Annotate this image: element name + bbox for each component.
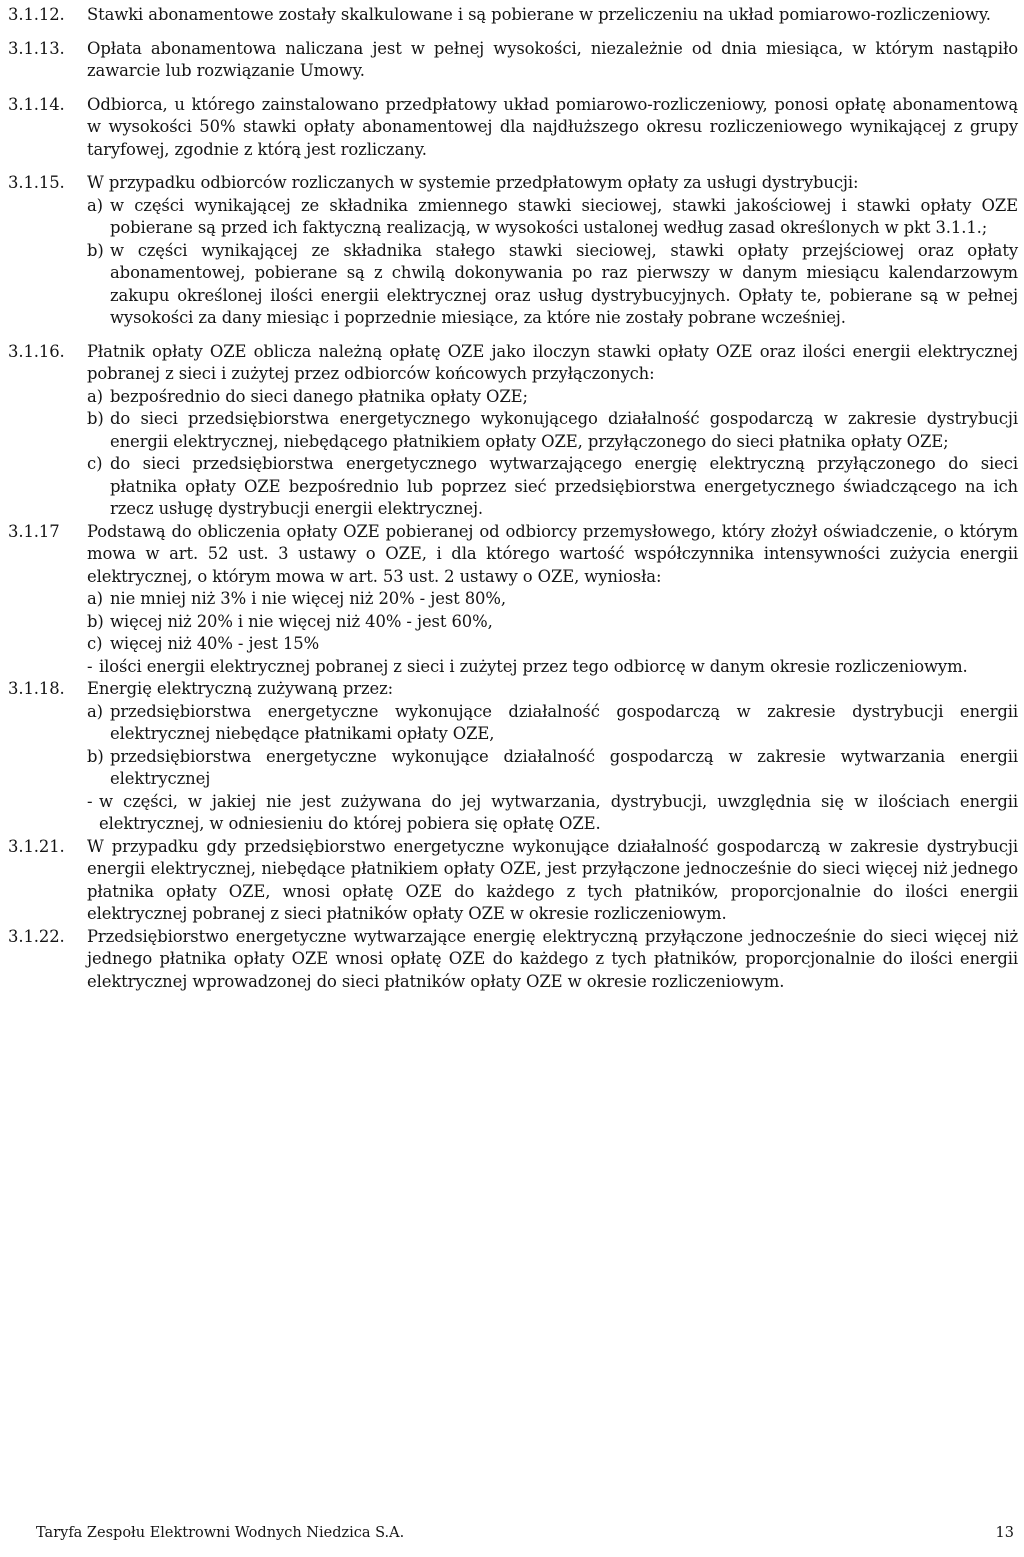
list-item: [87, 453, 1018, 521]
item-text: do sieci przedsiębiorstwa energetycznego wykonującego działalność gospodarczą w zakresie dystrybucji energii elektrycznej, niebędącego płatnikiem opłaty OZE, przyłączonego do sieci płatnika opłaty OZE;: [110, 409, 1018, 451]
item-marker: a): [87, 701, 103, 721]
page-number: 13: [995, 1525, 1014, 1541]
dash-note: [87, 656, 1018, 679]
clause-items: [87, 195, 1018, 330]
list-item: [87, 408, 1018, 453]
dash-note: [87, 791, 1018, 836]
list-item: [87, 240, 1018, 330]
clause-3-1-17: [8, 521, 1018, 679]
item-marker: a): [87, 589, 103, 608]
clause-3-1-15: [8, 172, 1018, 330]
clause-number: 3.1.12.: [8, 5, 65, 24]
item-text: nie mniej niż 3% i nie więcej niż 20% - jest 80%,: [110, 589, 506, 608]
clause-number: 3.1.14.: [8, 94, 65, 114]
item-marker: a): [87, 386, 103, 406]
list-item: [87, 386, 1018, 409]
clause-text: Odbiorca, u którego zainstalowano przedpłatowy układ pomiarowo-rozliczeniowy, ponosi opłatę abonamentową w wysokości 50% stawki opłaty abonamentowej dla najdłuższego okresu rozliczeniowego wynikającej z grupy taryfowej, zgodnie z którą jest rozliczany.: [87, 94, 1018, 159]
clause-number: 3.1.21.: [8, 836, 65, 856]
dash-marker: -: [87, 656, 93, 676]
clause-text: Płatnik opłaty OZE oblicza należną opłatę OZE jako iloczyn stawki opłaty OZE oraz ilości energii elektrycznej pobranej z sieci i zużytej przez odbiorców końcowych przyłączonych:: [87, 341, 1018, 383]
clause-number: 3.1.18.: [8, 679, 65, 698]
clause-3-1-13: [8, 38, 1018, 83]
list-item: [87, 633, 1018, 656]
item-text: więcej niż 20% i nie więcej niż 40% - jest 60%,: [110, 611, 493, 631]
clause-text: Energię elektryczną zużywaną przez:: [87, 679, 394, 698]
item-text: do sieci przedsiębiorstwa energetycznego wytwarzającego energię elektryczną przyłączonego do sieci płatnika opłaty OZE bezpośrednio lub poprzez sieć przedsiębiorstwa energetycznego świadczącego na ich rzecz usługę dystrybucji energii elektrycznej.: [110, 454, 1018, 518]
dash-text: w części, w jakiej nie jest zużywana do jej wytwarzania, dystrybucji, uwzględnia się w ilościach energii elektrycznej, w odniesieniu do której pobiera się opłatę OZE.: [99, 791, 1018, 833]
clause-text: W przypadku odbiorców rozliczanych w systemie przedpłatowym opłaty za usługi dystrybucji:: [87, 173, 859, 192]
footer-title: Taryfa Zespołu Elektrowni Wodnych Niedzica S.A.: [36, 1525, 405, 1541]
clause-text: Przedsiębiorstwo energetyczne wytwarzające energię elektryczną przyłączone jednocześnie do sieci więcej niż jednego płatnika opłaty OZE wnosi opłatę OZE do każdego z tych płatników, proporcjonalnie do ilości energii elektrycznej wprowadzonej do sieci płatników opłaty OZE w okresie rozliczeniowym.: [87, 926, 1018, 991]
item-text: w części wynikającej ze składnika stałego stawki sieciowej, stawki opłaty przejściowej oraz opłaty abonamentowej, pobierane są z chwilą dokonywania po raz pierwszy w danym miesiącu kalendarzowym zakupu określonej ilości energii elektrycznej oraz usług dystrybucyjnych. Opłaty te, pobierane są w pełnej wysokości za dany miesiąc i poprzednie miesiące, za które nie zostały pobrane wcześniej.: [110, 240, 1018, 327]
clause-3-1-18: [8, 678, 1018, 836]
item-marker: b): [87, 746, 104, 766]
clause-number: 3.1.13.: [8, 38, 65, 58]
clause-number: 3.1.15.: [8, 173, 65, 192]
item-text: przedsiębiorstwa energetyczne wykonujące działalność gospodarczą w zakresie dystrybucji energii elektrycznej niebędące płatnikami opłaty OZE,: [110, 701, 1018, 743]
list-item: [87, 195, 1018, 240]
list-item: [87, 611, 1018, 634]
clause-text: Stawki abonamentowe zostały skalkulowane i są pobierane w przeliczeniu na układ pomiarowo-rozliczeniowy.: [87, 5, 991, 24]
clause-3-1-16: [8, 341, 1018, 521]
item-text: bezpośrednio do sieci danego płatnika opłaty OZE;: [110, 386, 528, 406]
clause-3-1-22: [8, 926, 1018, 994]
clause-3-1-21: [8, 836, 1018, 926]
page-footer: [36, 1523, 1014, 1543]
item-text: w części wynikającej ze składnika zmiennego stawki sieciowej, stawki jakościowej i stawki opłaty OZE pobierane są przed ich faktyczną realizacją, w wysokości ustalonej według zasad określonych w pkt 3.1.1.;: [110, 195, 1018, 237]
list-item: [87, 746, 1018, 791]
clause-items: [87, 386, 1018, 521]
item-marker: b): [87, 240, 104, 260]
tariff-clauses: [8, 4, 1018, 993]
clause-text: Opłata abonamentowa naliczana jest w pełnej wysokości, niezależnie od dnia miesiąca, w którym nastąpiło zawarcie lub rozwiązanie Umowy.: [87, 38, 1018, 80]
list-item: [87, 701, 1018, 746]
item-marker: a): [87, 195, 103, 215]
clause-number: 3.1.17: [8, 521, 60, 541]
clause-items: [87, 588, 1018, 656]
item-marker: c): [87, 634, 103, 653]
dash-text: ilości energii elektrycznej pobranej z sieci i zużytej przez tego odbiorcę w danym okresie rozliczeniowym.: [99, 656, 968, 676]
list-item: [87, 588, 1018, 611]
clause-number: 3.1.22.: [8, 926, 65, 946]
clause-3-1-14: [8, 94, 1018, 162]
item-marker: b): [87, 611, 104, 631]
clause-items: [87, 701, 1018, 791]
item-marker: b): [87, 409, 104, 428]
clause-3-1-12: [8, 4, 1018, 27]
clause-number: 3.1.16.: [8, 341, 65, 361]
item-text: więcej niż 40% - jest 15%: [110, 634, 320, 653]
item-text: przedsiębiorstwa energetyczne wykonujące działalność gospodarczą w zakresie wytwarzania energii elektrycznej: [110, 746, 1018, 788]
clause-text: W przypadku gdy przedsiębiorstwo energetyczne wykonujące działalność gospodarczą w zakresie dystrybucji energii elektrycznej, niebędące płatnikiem opłaty OZE, jest przyłączone jednocześnie do sieci więcej niż jednego płatnika opłaty OZE, wnosi opłatę OZE do każdego z tych płatników, proporcjonalnie do ilości energii elektrycznej pobranej z sieci płatników opłaty OZE w okresie rozliczeniowym.: [87, 836, 1018, 923]
dash-marker: -: [87, 791, 93, 811]
clause-text: Podstawą do obliczenia opłaty OZE pobieranej od odbiorcy przemysłowego, który złożył oświadczenie, o którym mowa w art. 52 ust. 3 ustawy o OZE, i dla którego wartość współczynnika intensywności zużycia energii elektrycznej, o którym mowa w art. 53 ust. 2 ustawy o OZE, wyniosła:: [87, 521, 1018, 586]
item-marker: c): [87, 454, 103, 473]
